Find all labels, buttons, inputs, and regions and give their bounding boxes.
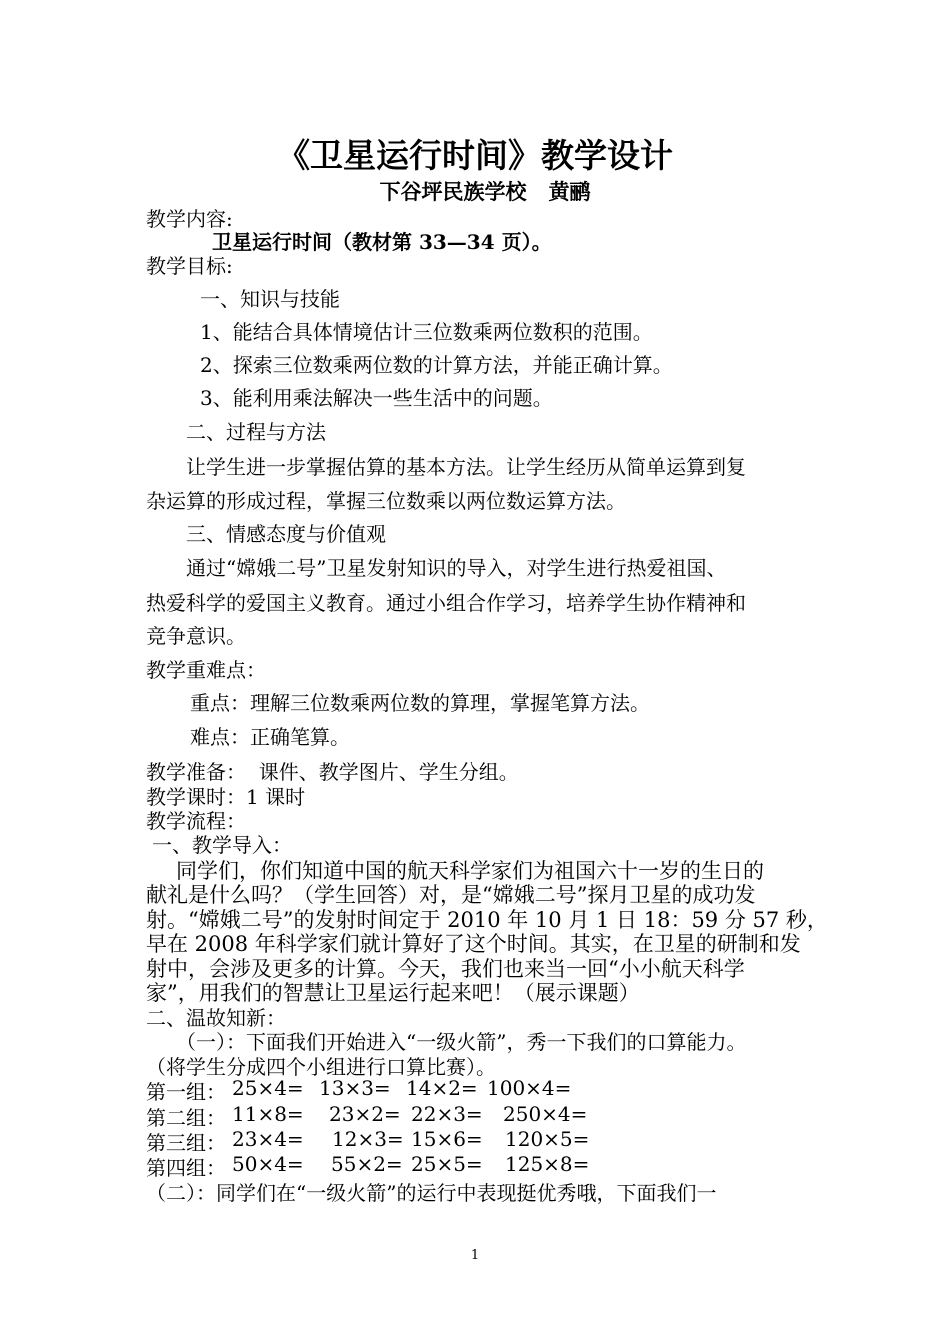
flow-heading: 教学流程： bbox=[146, 809, 246, 833]
step2-line: （将学生分成四个小组进行口算比赛）。 bbox=[146, 1055, 496, 1079]
goal2-heading: 二、过程与方法 bbox=[186, 420, 326, 444]
problem: 120×5= bbox=[505, 1127, 590, 1151]
group-label: 第二组： bbox=[146, 1106, 226, 1130]
goal1-item: 3、能利用乘法解决一些生活中的问题。 bbox=[200, 386, 553, 410]
problem: 100×4= bbox=[487, 1076, 572, 1100]
goal1-heading: 一、知识与技能 bbox=[200, 287, 340, 311]
goal3-line: 热爱科学的爱国主义教育。通过小组合作学习，培养学生协作精神和 bbox=[146, 591, 746, 615]
step1-line: 射。“嫦娥二号”的发射时间定于 2010 年 10 月 1 日 18：59 分 57 秒， bbox=[146, 908, 828, 932]
goal1-item: 1、能结合具体情境估计三位数乘两位数积的范围。 bbox=[200, 320, 653, 344]
step1-line: 家”，用我们的智慧让卫星运行起来吧！（展示课题） bbox=[146, 981, 640, 1005]
step1-line: 同学们，你们知道中国的航天科学家们为祖国六十一岁的生日的 bbox=[176, 859, 764, 883]
problem: 25×5= bbox=[411, 1152, 483, 1176]
goal2-line: 让学生进一步掌握估算的基本方法。让学生经历从简单运算到复 bbox=[186, 455, 746, 479]
problem: 25×4= bbox=[232, 1076, 304, 1100]
step1-line: 射中，会涉及更多的计算。今天，我们也来当一回“小小航天科学 bbox=[146, 957, 745, 981]
page-title: 《卫星运行时间》教学设计 bbox=[277, 136, 673, 175]
step1-line: 献礼是什么吗？（学生回答）对，是“嫦娥二号”探月卫星的成功发 bbox=[146, 883, 756, 907]
step1-line: 早在 2008 年科学家们就计算好了这个时间。其实，在卫星的研制和发 bbox=[146, 932, 801, 956]
step2-heading: 二、温故知新： bbox=[146, 1006, 286, 1030]
problem: 15×6= bbox=[411, 1127, 483, 1151]
keypoints-heading: 教学重难点： bbox=[146, 658, 266, 682]
group-label: 第四组： bbox=[146, 1156, 226, 1180]
content-text: 卫星运行时间（教材第 33—34 页）。 bbox=[212, 230, 552, 254]
goal3-line: 通过“嫦娥二号”卫星发射知识的导入，对学生进行热爱祖国、 bbox=[186, 556, 727, 580]
problem: 50×4= bbox=[232, 1152, 304, 1176]
hours-text: 教学课时：1 课时 bbox=[146, 785, 306, 809]
keypoint-text: 重点：理解三位数乘两位数的算理，掌握笔算方法。 bbox=[190, 691, 650, 715]
problem: 13×3= bbox=[319, 1076, 391, 1100]
group-label: 第三组： bbox=[146, 1131, 226, 1155]
page-number: 1 bbox=[470, 1248, 480, 1263]
problem: 55×2= bbox=[331, 1152, 403, 1176]
goal1-item: 2、探索三位数乘两位数的计算方法，并能正确计算。 bbox=[200, 353, 673, 377]
author-line: 下谷坪民族学校 黄鹂 bbox=[379, 179, 591, 204]
goals-heading: 教学目标: bbox=[146, 254, 233, 278]
step2-line: （二）：同学们在“一级火箭”的运行中表现挺优秀哦，下面我们一 bbox=[146, 1181, 717, 1205]
goal3-line: 竞争意识。 bbox=[146, 624, 246, 648]
problem: 22×3= bbox=[411, 1102, 483, 1126]
problem: 125×8= bbox=[505, 1152, 590, 1176]
group-label: 第一组： bbox=[146, 1080, 226, 1104]
problem: 12×3= bbox=[332, 1127, 404, 1151]
goal2-line: 杂运算的形成过程，掌握三位数乘以两位数运算方法。 bbox=[146, 489, 626, 513]
prep-text: 教学准备： 课件、教学图片、学生分组。 bbox=[146, 760, 519, 784]
problem: 11×8= bbox=[232, 1102, 304, 1126]
step1-heading: 一、教学导入： bbox=[152, 833, 292, 857]
problem: 23×2= bbox=[329, 1102, 401, 1126]
problem: 14×2= bbox=[406, 1076, 478, 1100]
problem: 250×4= bbox=[503, 1102, 588, 1126]
content-heading: 教学内容: bbox=[146, 207, 233, 231]
goal3-heading: 三、情感态度与价值观 bbox=[186, 522, 386, 546]
difficulty-text: 难点：正确笔算。 bbox=[190, 725, 350, 749]
problem: 23×4= bbox=[232, 1127, 304, 1151]
step2-line: （一）：下面我们开始进入“一级火箭”，秀一下我们的口算能力。 bbox=[176, 1030, 747, 1054]
